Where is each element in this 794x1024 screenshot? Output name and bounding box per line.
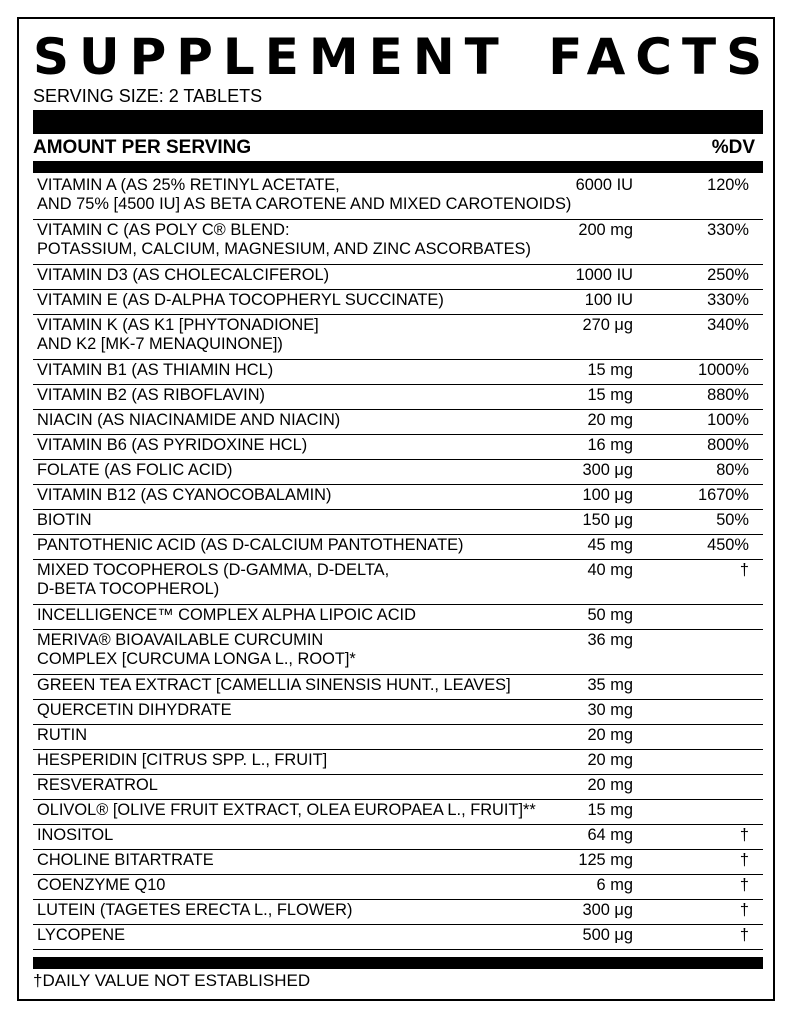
nutrient-dv: 450% [707, 536, 749, 554]
nutrient-dv: 50% [716, 511, 749, 529]
nutrient-amount: 125 mg [578, 851, 633, 869]
dv-header-label: %DV [711, 137, 755, 158]
nutrient-name: GREEN TEA EXTRACT [CAMELLIA SINENSIS HUNT., LEAVES] [37, 676, 511, 694]
nutrient-row [33, 725, 763, 750]
nutrient-amount: 20 mg [587, 411, 633, 429]
nutrient-name: VITAMIN B6 (AS PYRIDOXINE HCL) [37, 436, 308, 454]
nutrient-row [33, 800, 763, 825]
nutrient-dv: † [739, 876, 749, 894]
nutrient-row [33, 750, 763, 775]
nutrient-dv: 330% [707, 291, 749, 309]
nutrient-amount: 1000 IU [575, 266, 633, 284]
nutrient-amount: 150 μg [582, 511, 633, 529]
thick-divider-top [33, 110, 763, 134]
nutrient-row [33, 175, 763, 220]
nutrient-amount: 30 mg [587, 701, 633, 719]
nutrient-amount: 6000 IU [575, 176, 633, 194]
nutrient-dv: † [739, 826, 749, 844]
nutrient-amount: 20 mg [587, 726, 633, 744]
nutrient-name: OLIVOL® [OLIVE FRUIT EXTRACT, OLEA EUROPAEA L., FRUIT]** [37, 801, 536, 819]
nutrient-row [33, 460, 763, 485]
nutrient-row [33, 850, 763, 875]
nutrient-name: INOSITOL [37, 826, 114, 844]
nutrient-amount: 15 mg [587, 361, 633, 379]
nutrient-row [33, 535, 763, 560]
nutrient-name: VITAMIN B2 (AS RIBOFLAVIN) [37, 386, 265, 404]
nutrient-row [33, 630, 763, 675]
nutrient-amount: 45 mg [587, 536, 633, 554]
nutrient-name: PANTOTHENIC ACID (AS D-CALCIUM PANTOTHENATE) [37, 536, 464, 554]
nutrient-amount: 64 mg [587, 826, 633, 844]
nutrient-name: VITAMIN C (AS POLY C® BLEND: POTASSIUM, CALCIUM, MAGNESIUM, AND ZINC ASCORBATES) [37, 221, 531, 258]
thick-divider-bottom [33, 957, 763, 969]
nutrient-amount: 100 IU [584, 291, 633, 309]
nutrient-dv: 340% [707, 316, 749, 334]
nutrient-row [33, 510, 763, 535]
nutrient-row [33, 265, 763, 290]
nutrient-dv: 100% [707, 411, 749, 429]
nutrient-row [33, 825, 763, 850]
supplement-facts-panel [17, 17, 775, 1001]
nutrient-row [33, 315, 763, 360]
nutrient-name: MIXED TOCOPHEROLS (D-GAMMA, D-DELTA, D-BETA TOCOPHEROL) [37, 561, 390, 598]
nutrient-dv: 1000% [697, 361, 749, 379]
nutrient-name: RESVERATROL [37, 776, 158, 794]
nutrient-amount: 35 mg [587, 676, 633, 694]
nutrient-row [33, 775, 763, 800]
nutrient-row [33, 560, 763, 605]
nutrient-name: BIOTIN [37, 511, 92, 529]
nutrient-row [33, 385, 763, 410]
nutrient-dv: 880% [707, 386, 749, 404]
nutrient-amount: 15 mg [587, 801, 633, 819]
nutrient-dv: † [739, 926, 749, 944]
nutrient-amount: 100 μg [582, 486, 633, 504]
nutrient-name: CHOLINE BITARTRATE [37, 851, 214, 869]
nutrient-dv: † [739, 901, 749, 919]
nutrient-name: LYCOPENE [37, 926, 126, 944]
nutrient-amount: 20 mg [587, 751, 633, 769]
nutrient-row [33, 435, 763, 460]
nutrient-name: FOLATE (AS FOLIC ACID) [37, 461, 233, 479]
nutrient-row [33, 700, 763, 725]
nutrient-dv: 80% [716, 461, 749, 479]
nutrient-amount: 6 mg [596, 876, 633, 894]
nutrient-amount: 20 mg [587, 776, 633, 794]
nutrient-amount: 300 μg [582, 901, 633, 919]
nutrient-row [33, 290, 763, 315]
nutrient-amount: 16 mg [587, 436, 633, 454]
nutrient-name: VITAMIN B12 (AS CYANOCOBALAMIN) [37, 486, 332, 504]
nutrient-amount: 270 μg [582, 316, 633, 334]
nutrient-row [33, 410, 763, 435]
nutrient-name: VITAMIN D3 (AS CHOLECALCIFEROL) [37, 266, 330, 284]
nutrient-name: INCELLIGENCE™ COMPLEX ALPHA LIPOIC ACID [37, 606, 416, 624]
nutrient-dv: 800% [707, 436, 749, 454]
nutrient-row [33, 485, 763, 510]
nutrient-amount: 40 mg [587, 561, 633, 579]
nutrient-amount: 300 μg [582, 461, 633, 479]
serving-size: SERVING SIZE: 2 TABLETS [33, 86, 263, 106]
nutrient-dv: 120% [707, 176, 749, 194]
nutrient-name: NIACIN (AS NIACINAMIDE AND NIACIN) [37, 411, 341, 429]
nutrient-row [33, 605, 763, 630]
footnote: †DAILY VALUE NOT ESTABLISHED [33, 971, 311, 990]
nutrient-amount: 15 mg [587, 386, 633, 404]
nutrient-dv: † [739, 851, 749, 869]
nutrient-amount: 500 μg [582, 926, 633, 944]
nutrient-row [33, 925, 763, 950]
nutrient-dv: 330% [707, 221, 749, 239]
amount-per-serving-header [33, 136, 763, 160]
nutrient-row [33, 220, 763, 265]
nutrient-name: VITAMIN B1 (AS THIAMIN HCL) [37, 361, 274, 379]
nutrient-amount: 36 mg [587, 631, 633, 649]
nutrient-row [33, 675, 763, 700]
nutrient-name: VITAMIN K (AS K1 [PHYTONADIONE] AND K2 [MK-7 MENAQUINONE]) [37, 316, 319, 353]
nutrient-dv: 1670% [697, 486, 749, 504]
nutrient-row [33, 875, 763, 900]
thick-divider-header [33, 161, 763, 173]
nutrient-name: QUERCETIN DIHYDRATE [37, 701, 232, 719]
nutrient-amount: 200 mg [578, 221, 633, 239]
panel-title: SUPPLEMENT FACTS [33, 28, 773, 86]
nutrient-name: VITAMIN A (AS 25% RETINYL ACETATE, AND 75% [4500 IU] AS BETA CAROTENE AND MIXED CAROTENOIDS) [37, 176, 572, 213]
nutrient-row [33, 900, 763, 925]
nutrient-amount: 50 mg [587, 606, 633, 624]
nutrient-name: LUTEIN (TAGETES ERECTA L., FLOWER) [37, 901, 353, 919]
nutrient-list [33, 175, 763, 950]
nutrient-name: VITAMIN E (AS D-ALPHA TOCOPHERYL SUCCINATE) [37, 291, 444, 309]
nutrient-name: HESPERIDIN [CITRUS SPP. L., FRUIT] [37, 751, 328, 769]
nutrient-name: COENZYME Q10 [37, 876, 166, 894]
nutrient-dv: 250% [707, 266, 749, 284]
nutrient-name: RUTIN [37, 726, 88, 744]
nutrient-name: MERIVA® BIOAVAILABLE CURCUMIN COMPLEX [CURCUMA LONGA L., ROOT]* [37, 631, 356, 668]
nutrient-dv: † [739, 561, 749, 579]
nutrient-row [33, 360, 763, 385]
amount-header-label: AMOUNT PER SERVING [33, 137, 252, 158]
